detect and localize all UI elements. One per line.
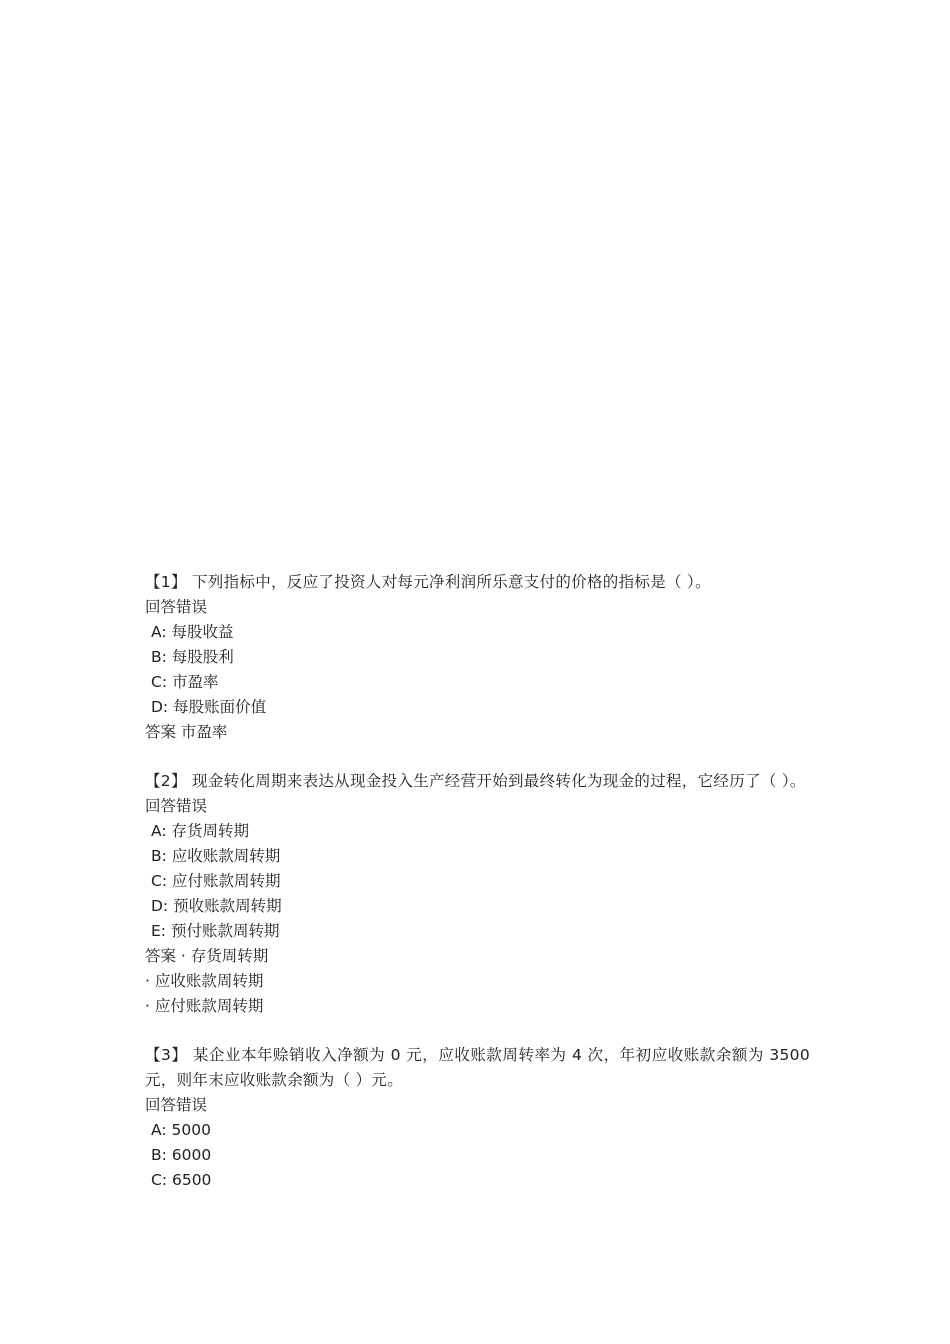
correct-answer-continued: · 应付账款周转期 [145,997,264,1015]
option-c: C: 6500 [151,1171,212,1189]
option-d: D: 每股账面价值 [151,698,267,716]
document-body [145,570,810,1193]
correct-answer-continued: · 应收账款周转期 [145,972,264,990]
option-a: A: 每股收益 [151,623,234,641]
option-c: C: 应付账款周转期 [151,872,281,890]
answer-status: 回答错误 [145,1096,208,1114]
question-text: 【3】 某企业本年赊销收入净额为 0 元，应收账款周转率为 4 次，年初应收账款余额为 3500 元，则年末应收账款余额为（ ）元。 [145,1046,810,1089]
question-block [145,769,810,1019]
correct-answer: 答案 · 存货周转期 [145,947,269,965]
option-b: B: 每股股利 [151,648,234,666]
spacer [145,745,810,769]
option-e: E: 预付账款周转期 [151,922,280,940]
option-c: C: 市盈率 [151,673,219,691]
question-text: 【1】 下列指标中，反应了投资人对每元净利润所乐意支付的价格的指标是（ ）。 [145,573,711,591]
question-block [145,570,810,745]
option-b: B: 应收账款周转期 [151,847,281,865]
spacer [145,1019,810,1043]
question-text: 【2】 现金转化周期来表达从现金投入生产经营开始到最终转化为现金的过程，它经历了（ ）。 [145,772,806,790]
option-b: B: 6000 [151,1146,212,1164]
option-a: A: 存货周转期 [151,822,249,840]
option-a: A: 5000 [151,1121,211,1139]
answer-status: 回答错误 [145,797,208,815]
question-block [145,1043,810,1193]
option-d: D: 预收账款周转期 [151,897,282,915]
answer-status: 回答错误 [145,598,208,616]
correct-answer: 答案 市盈率 [145,723,228,741]
